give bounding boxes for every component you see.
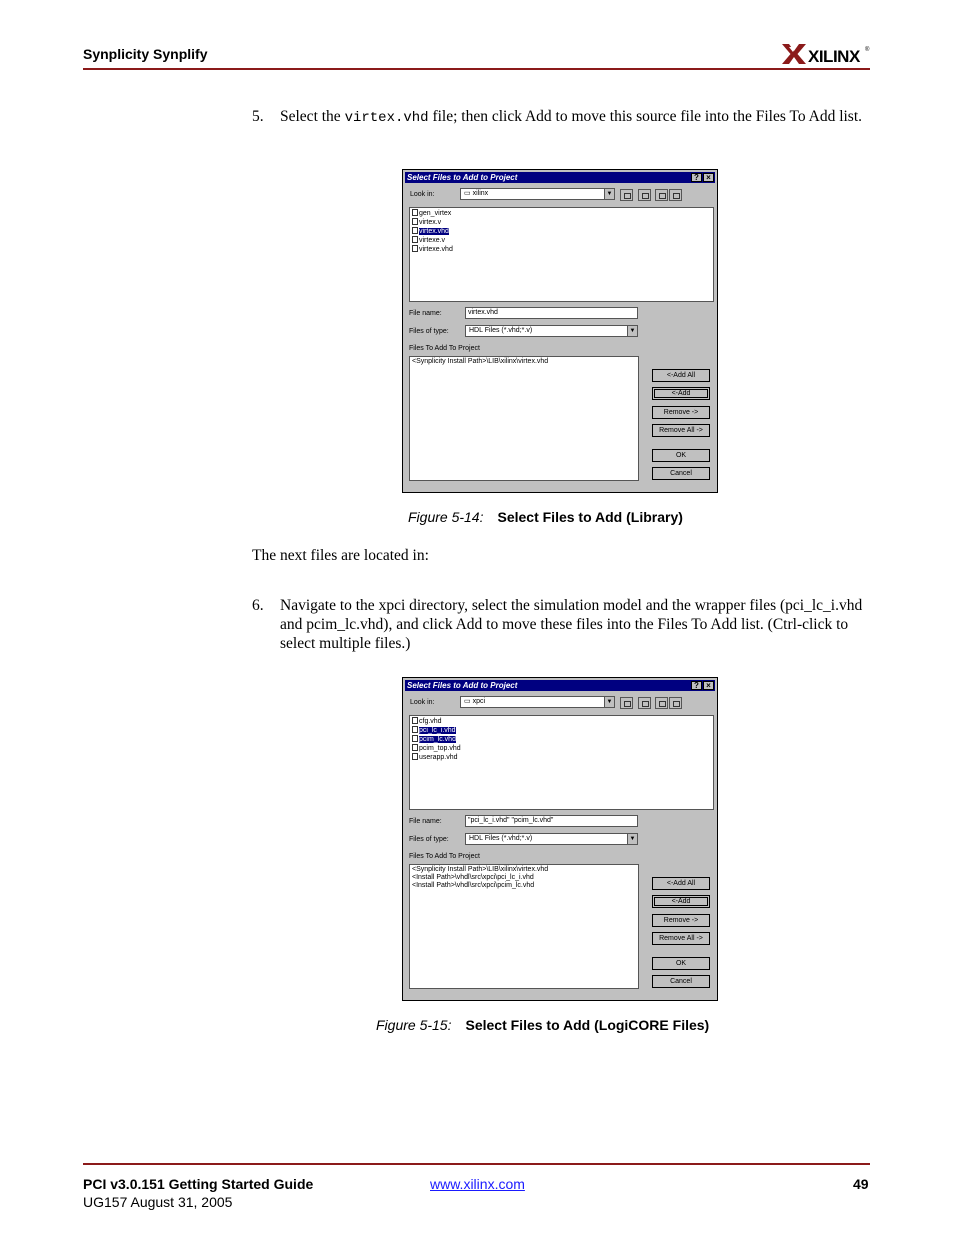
up-folder-icon[interactable]: [620, 189, 633, 201]
files-to-add-label: Files To Add To Project: [409, 853, 480, 860]
chevron-down-icon: ▼: [627, 326, 637, 336]
list-item-selected[interactable]: pcim_lc.vhd: [412, 735, 456, 744]
look-in-label: Look in:: [410, 699, 435, 706]
file-icon: [412, 218, 418, 225]
cancel-button[interactable]: Cancel: [652, 975, 710, 988]
ok-button[interactable]: OK: [652, 957, 710, 970]
list-item[interactable]: gen_virtex: [412, 209, 451, 218]
file-icon: [412, 209, 418, 216]
figure-caption-1: [408, 509, 683, 525]
figure-label: Figure 5-15:: [376, 1017, 452, 1033]
list-item[interactable]: virtexe.vhd: [412, 245, 453, 254]
look-in-combo[interactable]: [460, 188, 615, 200]
file-icon: [412, 236, 418, 243]
add-all-button[interactable]: <-Add All: [652, 877, 710, 890]
remove-all-button[interactable]: Remove All ->: [652, 932, 710, 945]
add-all-button[interactable]: <-Add All: [652, 369, 710, 382]
files-of-type-combo[interactable]: [465, 833, 638, 845]
xilinx-logo-icon: [780, 40, 872, 68]
figure-caption-2: [376, 1017, 709, 1033]
files-to-add-list[interactable]: [409, 864, 639, 989]
list-item[interactable]: userapp.vhd: [412, 753, 458, 762]
list-item[interactable]: <Install Path>\vhdl\src\xpci\pci_lc_i.vhd: [412, 874, 534, 881]
logo-text: XILINX: [808, 47, 860, 66]
close-button[interactable]: ×: [703, 173, 714, 182]
files-of-type-label: Files of type:: [409, 328, 449, 335]
remove-button[interactable]: Remove ->: [652, 406, 710, 419]
dialog-title-bar: [405, 680, 715, 691]
step-6: [252, 596, 872, 653]
details-view-icon[interactable]: [669, 189, 682, 201]
folder-icon: ▭: [464, 698, 471, 705]
list-item[interactable]: <Install Path>\vhdl\src\xpci\pcim_lc.vhd: [412, 882, 535, 889]
cancel-button[interactable]: Cancel: [652, 467, 710, 480]
files-of-type-value: HDL Files (*.vhd;*.v): [469, 835, 533, 842]
list-item[interactable]: <Synplicity Install Path>\LIB\xilinx\virtex.vhd: [412, 866, 549, 873]
remove-button[interactable]: Remove ->: [652, 914, 710, 927]
step-text-after: file; then click Add to move this source file into the Files To Add list.: [428, 108, 863, 125]
look-in-combo[interactable]: [460, 696, 615, 708]
list-item-selected[interactable]: virtex.vhd: [412, 227, 449, 236]
header-rule: [83, 68, 870, 70]
logo-registered: ®: [865, 47, 870, 53]
step-number: 5.: [252, 108, 264, 125]
footer-rule: [83, 1163, 870, 1165]
file-name-label: File name:: [409, 310, 442, 317]
files-of-type-label: Files of type:: [409, 836, 449, 843]
new-folder-icon[interactable]: [638, 697, 651, 709]
list-item[interactable]: pcim_top.vhd: [412, 744, 461, 753]
list-item[interactable]: <Synplicity Install Path>\LIB\xilinx\virtex.vhd: [412, 358, 549, 365]
select-files-dialog-1: [402, 169, 718, 493]
details-view-icon[interactable]: [669, 697, 682, 709]
step-text: Navigate to the xpci directory, select the simulation model and the wrapper files (pci_lc_i.vhd and pcim_lc.vhd), and click Add to move these files into the Files To Add list. (Ctrl-click to select multiple files.): [280, 597, 863, 652]
file-icon: [412, 744, 418, 751]
list-item-selected[interactable]: pci_lc_i.vhd: [412, 726, 456, 735]
up-folder-icon[interactable]: [620, 697, 633, 709]
list-item[interactable]: virtexe.v: [412, 236, 445, 245]
select-files-dialog-2: [402, 677, 718, 1001]
remove-all-button[interactable]: Remove All ->: [652, 424, 710, 437]
folder-icon: ▭: [464, 190, 471, 197]
file-name-label: File name:: [409, 818, 442, 825]
chevron-down-icon: ▼: [627, 834, 637, 844]
figure-label: Figure 5-14:: [408, 509, 484, 525]
list-item[interactable]: virtex.v: [412, 218, 441, 227]
new-folder-icon[interactable]: [638, 189, 651, 201]
chevron-down-icon: ▼: [604, 189, 614, 199]
list-view-icon[interactable]: [655, 189, 668, 201]
list-item[interactable]: cfg.vhd: [412, 717, 442, 726]
files-to-add-list[interactable]: [409, 356, 639, 481]
file-name-input[interactable]: "pci_lc_i.vhd" "pcim_lc.vhd": [465, 815, 638, 827]
footer-guide-title: PCI v3.0.151 Getting Started Guide: [83, 1176, 314, 1192]
footer-url-link[interactable]: www.xilinx.com: [430, 1176, 525, 1192]
close-button[interactable]: ×: [703, 681, 714, 690]
dialog-title: Select Files to Add to Project: [407, 681, 518, 690]
step-text-before: Select the: [280, 108, 345, 125]
file-list[interactable]: [409, 715, 714, 810]
code-filename: virtex.vhd: [344, 110, 429, 126]
dialog-title: Select Files to Add to Project: [407, 173, 518, 182]
help-button[interactable]: ?: [691, 173, 702, 182]
look-in-label: Look in:: [410, 191, 435, 198]
file-icon: [412, 245, 418, 252]
files-to-add-label: Files To Add To Project: [409, 345, 480, 352]
figure-title: Select Files to Add (Library): [497, 509, 683, 525]
figure-title: Select Files to Add (LogiCORE Files): [465, 1017, 710, 1033]
look-in-value: xpci: [472, 698, 486, 705]
look-in-value: xilinx: [472, 190, 489, 197]
ok-button[interactable]: OK: [652, 449, 710, 462]
help-button[interactable]: ?: [691, 681, 702, 690]
file-icon: [412, 726, 418, 733]
file-list[interactable]: [409, 207, 714, 302]
body-text: The next files are located in:: [252, 547, 429, 564]
list-view-icon[interactable]: [655, 697, 668, 709]
step-5: [252, 107, 870, 128]
file-name-input[interactable]: virtex.vhd: [465, 307, 638, 319]
step-number: 6.: [252, 597, 264, 614]
page-number: 49: [853, 1176, 869, 1192]
footer-doc-id: UG157 August 31, 2005: [83, 1194, 233, 1210]
running-header: Synplicity Synplify: [83, 46, 208, 62]
file-icon: [412, 735, 418, 742]
files-of-type-combo[interactable]: [465, 325, 638, 337]
file-icon: [412, 753, 418, 760]
file-icon: [412, 227, 418, 234]
files-of-type-value: HDL Files (*.vhd;*.v): [469, 327, 533, 334]
add-button[interactable]: <-Add: [652, 387, 710, 400]
file-icon: [412, 717, 418, 724]
add-button[interactable]: <-Add: [652, 895, 710, 908]
dialog-title-bar: [405, 172, 715, 183]
chevron-down-icon: ▼: [604, 697, 614, 707]
